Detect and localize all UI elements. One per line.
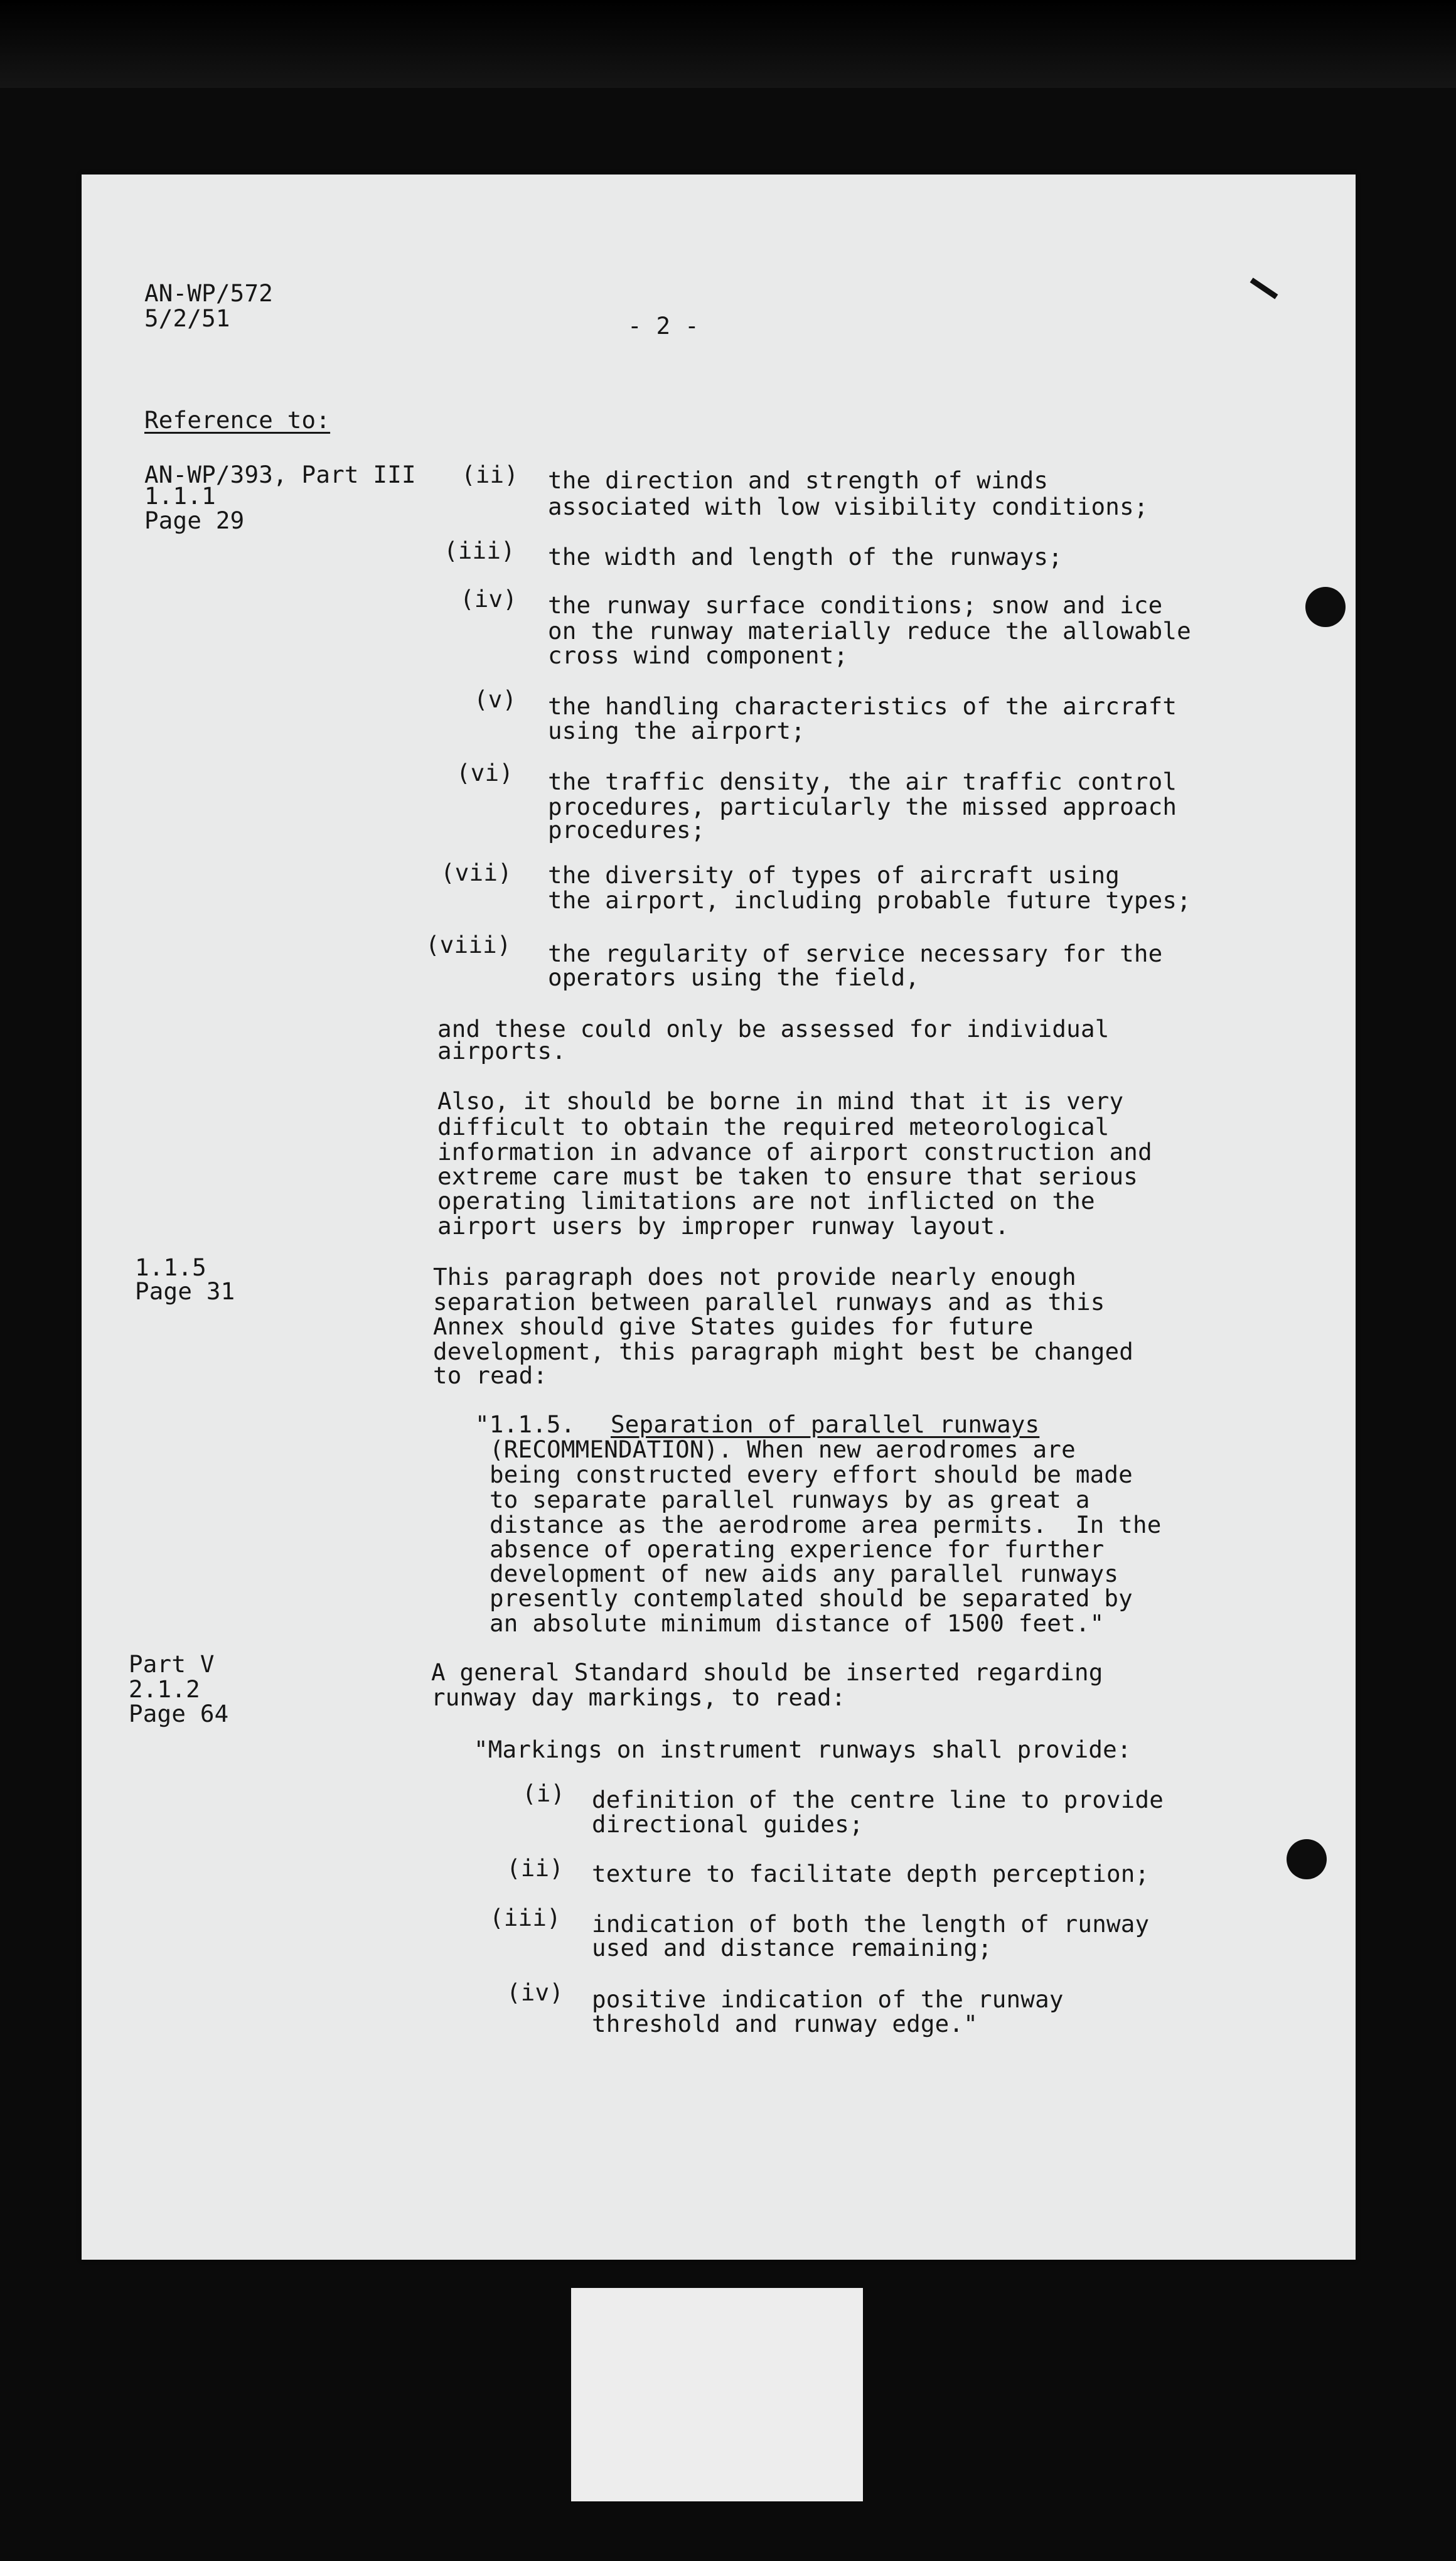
list-item-text: the direction and strength of winds xyxy=(548,466,1049,494)
film-edge xyxy=(0,0,1456,88)
film-frame-label xyxy=(571,2288,863,2501)
ref3-section: 2.1.2 xyxy=(129,1675,200,1703)
list-item-text: positive indication of the runway xyxy=(592,1985,1064,2013)
list-item-text: the width and length of the runways; xyxy=(548,543,1063,571)
list-item-text: the diversity of types of aircraft using xyxy=(548,861,1120,889)
doc-id: AN-WP/572 xyxy=(144,279,273,307)
paragraph-line: Annex should give States guides for future xyxy=(433,1313,1034,1340)
quote-line: distance as the aerodrome area permits. In the xyxy=(490,1511,1162,1538)
list-item-text: directional guides; xyxy=(592,1810,864,1838)
list-item-number: (iii) xyxy=(444,537,515,564)
list-item-text: operators using the field, xyxy=(548,964,920,991)
quote-title: Separation of parallel runways xyxy=(611,1410,1040,1438)
list-item-number: (ii) xyxy=(461,461,519,488)
list-item-number: (i) xyxy=(522,1780,565,1807)
list-item-number: (iv) xyxy=(506,1978,564,2006)
list-item-text: associated with low visibility conditions; xyxy=(548,493,1148,520)
punch-hole-bottom xyxy=(1287,1839,1327,1879)
paragraph-line: separation between parallel runways and as this xyxy=(433,1288,1105,1316)
paragraph-line: airport users by improper runway layout. xyxy=(437,1212,1010,1240)
list-item-text: the regularity of service necessary for the xyxy=(548,940,1163,967)
quote-line: (RECOMMENDATION). When new aerodromes are xyxy=(490,1436,1076,1463)
doc-date: 5/2/51 xyxy=(144,304,230,332)
quote-line: to separate parallel runways by as great a xyxy=(490,1486,1090,1513)
quote-line: development of new aids any parallel runways xyxy=(490,1560,1119,1587)
ref3-page: Page 64 xyxy=(129,1700,229,1727)
list-item-text: the handling characteristics of the aircraft xyxy=(548,692,1177,720)
list-item-number: (iii) xyxy=(490,1904,561,1931)
list-item-text: using the airport; xyxy=(548,717,805,744)
quote-line: an absolute minimum distance of 1500 feet." xyxy=(490,1609,1105,1637)
list-item-text: the airport, including probable future types; xyxy=(548,886,1191,914)
list-item-text: definition of the centre line to provide xyxy=(592,1786,1164,1813)
list-item-text: the runway surface conditions; snow and ice xyxy=(548,591,1163,619)
paragraph-line: extreme care must be taken to ensure that serious xyxy=(437,1162,1138,1190)
list-item-number: (ii) xyxy=(506,1854,564,1882)
ref2-page: Page 31 xyxy=(135,1277,235,1305)
paragraph-line: operating limitations are not inflicted on the xyxy=(437,1187,1095,1215)
list-item-number: (iv) xyxy=(460,585,518,613)
ref3-part: Part V xyxy=(129,1650,215,1678)
quote-line: being constructed every effort should be made xyxy=(490,1461,1133,1488)
list-item-text: the traffic density, the air traffic control xyxy=(548,768,1177,795)
list-item-text: cross wind component; xyxy=(548,642,848,669)
punch-hole-top xyxy=(1305,587,1346,627)
list-item-number: (v) xyxy=(474,685,517,713)
page-number: - 2 - xyxy=(628,312,699,340)
paragraph-line: to read: xyxy=(433,1361,548,1389)
list-item-text: indication of both the length of runway xyxy=(592,1910,1150,1938)
paragraph-line: information in advance of airport construction and xyxy=(437,1138,1152,1166)
quote-prefix: "1.1.5. xyxy=(475,1410,575,1438)
paragraph-line: airports. xyxy=(437,1037,566,1065)
list-item-text: used and distance remaining; xyxy=(592,1934,992,1962)
ref1-page: Page 29 xyxy=(144,507,245,534)
list-item-text: procedures; xyxy=(548,816,705,844)
paragraph-line: A general Standard should be inserted regarding xyxy=(431,1658,1103,1686)
list-item-text: texture to facilitate depth perception; xyxy=(592,1860,1150,1887)
quote-intro: "Markings on instrument runways shall provide: xyxy=(474,1736,1132,1763)
ref1-doc: AN-WP/393, Part III xyxy=(144,461,416,488)
ref2-section: 1.1.5 xyxy=(135,1254,206,1281)
paragraph-line: development, this paragraph might best be changed xyxy=(433,1338,1134,1365)
list-item-number: (vi) xyxy=(456,759,514,787)
paragraph-line: This paragraph does not provide nearly enough xyxy=(433,1263,1076,1291)
quote-line: presently contemplated should be separated by xyxy=(490,1584,1133,1612)
quote-line: absence of operating experience for further xyxy=(490,1535,1105,1563)
ref1-section: 1.1.1 xyxy=(144,482,216,510)
paragraph-line: and these could only be assessed for individual xyxy=(437,1015,1110,1043)
list-item-text: threshold and runway edge." xyxy=(592,2010,978,2038)
paragraph-line: Also, it should be borne in mind that it is very xyxy=(437,1087,1124,1115)
list-item-text: procedures, particularly the missed approach xyxy=(548,793,1177,820)
paragraph-line: difficult to obtain the required meteorological xyxy=(437,1113,1110,1141)
reference-heading: Reference to: xyxy=(144,406,331,434)
list-item-number: (viii) xyxy=(426,931,511,958)
paragraph-line: runway day markings, to read: xyxy=(431,1683,846,1711)
list-item-text: on the runway materially reduce the allowable xyxy=(548,617,1191,645)
list-item-number: (vii) xyxy=(441,859,512,886)
